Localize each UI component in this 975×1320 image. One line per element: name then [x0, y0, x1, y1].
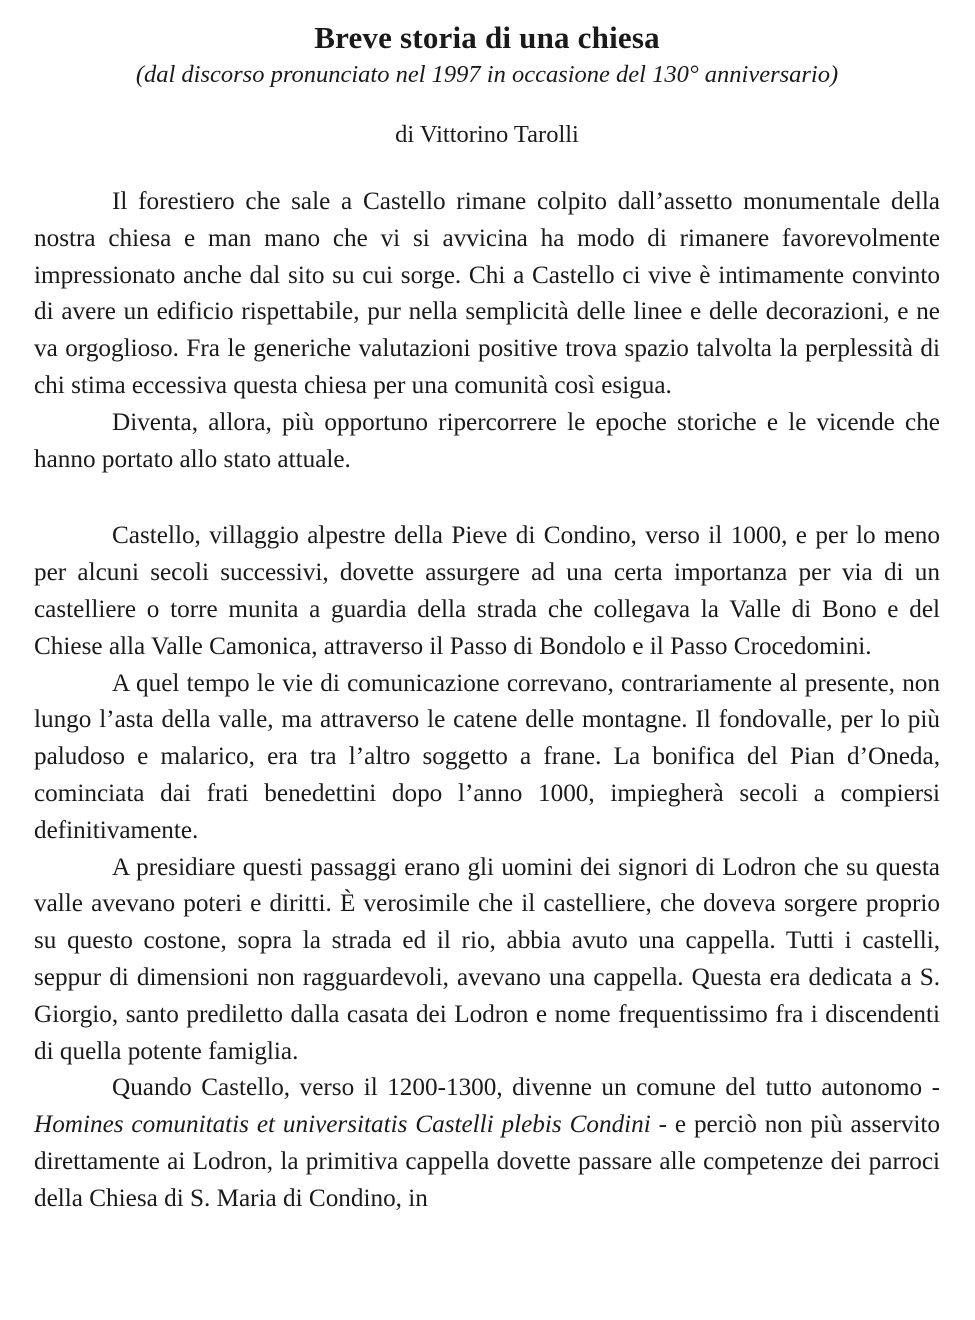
page-title: Breve storia di una chiesa — [314, 20, 660, 55]
paragraph-6-end: - e perciò non più asservito direttamente ai Lodron, la primitiva cappella dovette passare alle competenze dei parroci della Chiesa di S. Maria di Condino, in — [34, 1111, 940, 1212]
section-break — [34, 478, 940, 518]
paragraph-2: Diventa, allora, più opportuno ripercorrere le epoche storiche e le vicende che hanno portato allo stato attuale. — [34, 408, 940, 473]
article-body — [34, 184, 940, 1218]
author-byline: di Vittorino Tarolli — [395, 121, 579, 148]
latin-quote: Homines comunitatis et universitatis Castelli plebis Condini — [34, 1111, 651, 1139]
paragraph-5: A presidiare questi passaggi erano gli uomini dei signori di Lodron che su questa valle avevano poteri e diritti. È verosimile che il castelliere, che doveva sorgere proprio su questo costone, sopra la strada ed il rio, abbia avuto una cappella. Tutti i castelli, seppur di dimensioni non ragguardevoli, avevano una cappella. Questa era dedicata a S. Giorgio, santo prediletto dalla casata dei Lodron e nome frequentissimo fra i discendenti di quella potente famiglia. — [34, 853, 940, 1065]
page-subtitle: (dal discorso pronunciato nel 1997 in occasione del 130° anniversario) — [135, 61, 839, 88]
paragraph-4: A quel tempo le vie di comunicazione correvano, contrariamente al presente, non lungo l’asta della valle, ma attraverso le catene delle montagne. Il fondovalle, per lo più paludoso e malarico, era tra l’altro soggetto a frane. La bonifica del Pian d’Oneda, cominciata dai frati benedettini dopo l’anno 1000, impiegherà secoli a compiersi definitivamente. — [34, 669, 940, 844]
paragraph-6-start: Quando Castello, verso il 1200-1300, divenne un comune del tutto autonomo - — [112, 1074, 940, 1102]
paragraph-1: Il forestiero che sale a Castello rimane colpito dall’assetto monumentale della nostra chiesa e man mano che vi si avvicina ha modo di rimanere favorevolmente impressionato anche dal sito su cui sorge. Chi a Castello ci vive è intimamente convinto di avere un edificio rispettabile, pur nella semplicità delle linee e delle decorazioni, e ne va orgoglioso. Fra le generiche valutazioni positive trova spazio talvolta la perplessità di chi stima eccessiva questa chiesa per una comunità così esigua. — [34, 188, 940, 399]
paragraph-3: Castello, villaggio alpestre della Pieve di Condino, verso il 1000, e per lo meno per alcuni secoli successivi, dovette assurgere ad una certa importanza per via di un castelliere o torre munita a guardia della strada che collegava la Valle di Bono e del Chiese alla Valle Camonica, attraverso il Passo di Bondolo e il Passo Crocedomini. — [34, 522, 940, 660]
paragraph-6 — [34, 1070, 940, 1217]
document-page — [34, 18, 940, 1218]
